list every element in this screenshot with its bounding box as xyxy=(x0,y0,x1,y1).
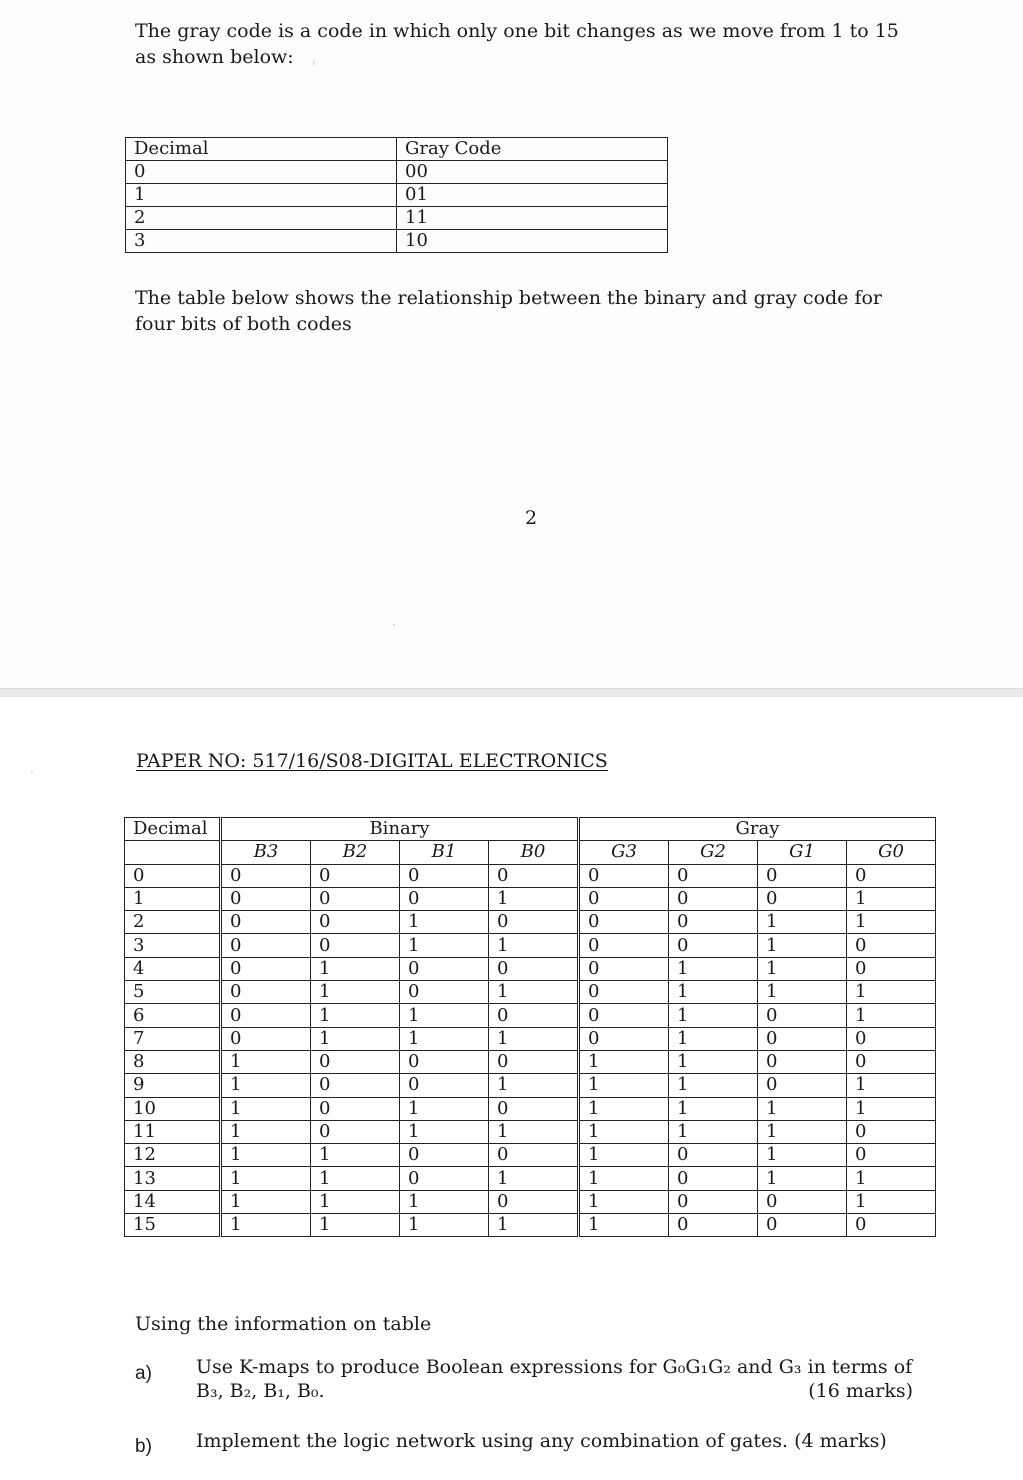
cell-binary-bit: 1 xyxy=(221,1144,311,1167)
cell-gray-bit: 0 xyxy=(847,934,936,957)
cell-binary-bit: 0 xyxy=(489,1004,579,1027)
cell-gray-bit: 1 xyxy=(579,1190,669,1213)
cell-binary-bit: 1 xyxy=(400,1004,489,1027)
cell-gray-bit: 0 xyxy=(847,864,936,887)
cell-gray-bit: 1 xyxy=(847,1097,936,1120)
table-row xyxy=(125,1190,936,1213)
header-gray: Gray xyxy=(579,818,936,841)
cell-gray-bit: 1 xyxy=(758,911,847,934)
cell-decimal: 7 xyxy=(125,1027,221,1050)
cell-binary-bit: 1 xyxy=(400,1190,489,1213)
table-row xyxy=(125,887,936,910)
cell-gray: 01 xyxy=(397,184,668,207)
cell-binary-bit: 1 xyxy=(489,887,579,910)
cell-binary-bit: 1 xyxy=(221,1050,311,1073)
cell-binary-bit: 0 xyxy=(400,957,489,980)
cell-binary-bit: 1 xyxy=(221,1120,311,1143)
cell-decimal: 8 xyxy=(125,1050,221,1073)
table-row xyxy=(125,1214,936,1237)
cell-gray-bit: 1 xyxy=(847,981,936,1004)
cell-gray-bit: 0 xyxy=(758,1004,847,1027)
cell-binary-bit: 0 xyxy=(489,1190,579,1213)
cell-binary-bit: 1 xyxy=(311,1214,400,1237)
header-b0: B0 xyxy=(489,841,579,864)
cell-binary-bit: 1 xyxy=(221,1214,311,1237)
intro-line-1: The gray code is a code in which only one bit changes as we move from 1 to 15 xyxy=(135,20,899,42)
cell-gray-bit: 0 xyxy=(579,1027,669,1050)
question-a-text-2: B₃, B₂, B₁, B₀. xyxy=(196,1380,325,1402)
cell-gray-bit: 1 xyxy=(758,957,847,980)
cell-gray-bit: 1 xyxy=(579,1097,669,1120)
table-row xyxy=(125,1050,936,1073)
cell-decimal: 14 xyxy=(125,1190,221,1213)
cell-binary-bit: 0 xyxy=(311,1050,400,1073)
cell-gray-bit: 0 xyxy=(758,887,847,910)
table-row xyxy=(125,1074,936,1097)
cell-binary-bit: 1 xyxy=(400,1097,489,1120)
cell-binary-bit: 0 xyxy=(400,1144,489,1167)
header-g3: G3 xyxy=(579,841,669,864)
cell-binary-bit: 1 xyxy=(489,1120,579,1143)
cell-gray-bit: 0 xyxy=(669,887,758,910)
table-row xyxy=(125,1097,936,1120)
table-row xyxy=(125,1120,936,1143)
cell-binary-bit: 0 xyxy=(221,981,311,1004)
header-g0: G0 xyxy=(847,841,936,864)
table-row xyxy=(126,161,668,184)
cell-decimal: 11 xyxy=(125,1120,221,1143)
cell-gray-bit: 1 xyxy=(847,911,936,934)
cell-gray-bit: 1 xyxy=(669,1120,758,1143)
cell-gray-bit: 0 xyxy=(758,1214,847,1237)
exam-page-top xyxy=(0,0,1023,688)
cell-gray-bit: 1 xyxy=(669,1004,758,1027)
cell-gray-bit: 0 xyxy=(758,1074,847,1097)
cell-gray-bit: 1 xyxy=(847,1190,936,1213)
cell-binary-bit: 0 xyxy=(311,864,400,887)
cell-decimal: 0 xyxy=(126,161,397,184)
cell-binary-bit: 1 xyxy=(400,1214,489,1237)
cell-gray-bit: 0 xyxy=(847,1120,936,1143)
cell-decimal: 10 xyxy=(125,1097,221,1120)
header-g2: G2 xyxy=(669,841,758,864)
cell-decimal: 6 xyxy=(125,1004,221,1027)
cell-gray-bit: 0 xyxy=(758,1027,847,1050)
cell-binary-bit: 0 xyxy=(311,887,400,910)
table-row xyxy=(125,981,936,1004)
cell-gray-bit: 1 xyxy=(669,1074,758,1097)
cell-binary-bit: 0 xyxy=(311,934,400,957)
cell-binary-bit: 1 xyxy=(489,934,579,957)
cell-gray-bit: 1 xyxy=(758,1167,847,1190)
cell-binary-bit: 1 xyxy=(311,957,400,980)
relationship-paragraph xyxy=(135,285,915,337)
cell-binary-bit: 0 xyxy=(311,1097,400,1120)
cell-gray-bit: 1 xyxy=(847,1074,936,1097)
cell-binary-bit: 0 xyxy=(400,981,489,1004)
cell-gray-bit: 0 xyxy=(758,864,847,887)
cell-gray-bit: 1 xyxy=(579,1120,669,1143)
cell-gray-bit: 0 xyxy=(847,1027,936,1050)
cell-binary-bit: 1 xyxy=(400,911,489,934)
header-binary: Binary xyxy=(221,818,579,841)
question-b-label: b) xyxy=(135,1436,152,1457)
cell-binary-bit: 1 xyxy=(400,1120,489,1143)
cell-binary-bit: 0 xyxy=(311,1074,400,1097)
cell-gray-bit: 0 xyxy=(758,1050,847,1073)
cell-gray-bit: 0 xyxy=(579,981,669,1004)
cell-gray-bit: 1 xyxy=(758,1120,847,1143)
question-a-text: Use K-maps to produce Boolean expressions for G₀G₁G₂ and G₃ in terms of xyxy=(196,1356,913,1378)
cell-gray-bit: 0 xyxy=(669,1167,758,1190)
cell-gray-bit: 0 xyxy=(847,957,936,980)
cell-binary-bit: 0 xyxy=(221,911,311,934)
table-row xyxy=(125,1144,936,1167)
bit-header-row xyxy=(125,841,936,864)
cell-gray-bit: 0 xyxy=(579,887,669,910)
cell-gray-bit: 0 xyxy=(579,1004,669,1027)
intro-paragraph xyxy=(135,18,935,70)
table-row xyxy=(125,911,936,934)
table-row xyxy=(125,1004,936,1027)
cell-binary-bit: 1 xyxy=(311,981,400,1004)
cell-gray-bit: 1 xyxy=(669,1050,758,1073)
table-row xyxy=(125,864,936,887)
cell-gray-bit: 1 xyxy=(758,1097,847,1120)
cell-decimal: 3 xyxy=(126,230,397,253)
cell-binary-bit: 0 xyxy=(489,911,579,934)
cell-binary-bit: 1 xyxy=(221,1074,311,1097)
cell-gray: 10 xyxy=(397,230,668,253)
header-b2: B2 xyxy=(311,841,400,864)
cell-binary-bit: 1 xyxy=(311,1144,400,1167)
cell-binary-bit: 1 xyxy=(221,1167,311,1190)
cell-binary-bit: 1 xyxy=(311,1027,400,1050)
cell-decimal: 1 xyxy=(126,184,397,207)
cell-binary-bit: 0 xyxy=(489,957,579,980)
paper-title: PAPER NO: 517/16/S08-DIGITAL ELECTRONICS xyxy=(136,750,608,772)
relationship-line-1: The table below shows the relationship between the binary and gray code for xyxy=(135,287,883,309)
cell-binary-bit: 0 xyxy=(221,957,311,980)
cell-binary-bit: 1 xyxy=(489,1214,579,1237)
cell-gray-bit: 0 xyxy=(669,1190,758,1213)
table-row xyxy=(125,957,936,980)
cell-binary-bit: 0 xyxy=(400,1074,489,1097)
cell-binary-bit: 0 xyxy=(489,864,579,887)
header-gray-code: Gray Code xyxy=(397,138,668,161)
group-header-row xyxy=(125,818,936,841)
cell-gray-bit: 0 xyxy=(579,911,669,934)
cell-gray-bit: 0 xyxy=(847,1050,936,1073)
cell-decimal: 2 xyxy=(126,207,397,230)
cell-binary-bit: 0 xyxy=(221,934,311,957)
intro-line-2: as shown below: xyxy=(135,46,294,68)
cell-gray-bit: 0 xyxy=(669,864,758,887)
cell-gray-bit: 1 xyxy=(847,1167,936,1190)
question-a-label: a) xyxy=(135,1363,152,1384)
cell-binary-bit: 1 xyxy=(400,934,489,957)
cell-binary-bit: 0 xyxy=(311,911,400,934)
cell-decimal: 4 xyxy=(125,957,221,980)
header-decimal: Decimal xyxy=(125,818,221,841)
question-b-text: Implement the logic network using any combination of gates. (4 marks) xyxy=(196,1430,887,1452)
cell-gray-bit: 1 xyxy=(579,1144,669,1167)
cell-binary-bit: 0 xyxy=(489,1097,579,1120)
cell-gray-bit: 0 xyxy=(669,1144,758,1167)
cell-binary-bit: 0 xyxy=(400,1050,489,1073)
cell-binary-bit: 0 xyxy=(221,1027,311,1050)
cell-gray-bit: 1 xyxy=(758,1144,847,1167)
cell-gray-bit: 1 xyxy=(758,981,847,1004)
table-row xyxy=(125,1027,936,1050)
cell-binary-bit: 0 xyxy=(221,1004,311,1027)
cell-gray: 11 xyxy=(397,207,668,230)
big-table-body xyxy=(125,818,936,1237)
cell-gray-bit: 0 xyxy=(579,934,669,957)
cell-gray-bit: 0 xyxy=(669,934,758,957)
cell-binary-bit: 1 xyxy=(311,1167,400,1190)
cell-decimal: 15 xyxy=(125,1214,221,1237)
cell-binary-bit: 1 xyxy=(489,1074,579,1097)
cell-binary-bit: 0 xyxy=(311,1120,400,1143)
cell-gray: 00 xyxy=(397,161,668,184)
cell-binary-bit: 0 xyxy=(489,1144,579,1167)
page-number: 2 xyxy=(525,507,538,529)
header-b3: B3 xyxy=(221,841,311,864)
cell-binary-bit: 1 xyxy=(311,1004,400,1027)
cell-binary-bit: 0 xyxy=(489,1050,579,1073)
cell-gray-bit: 1 xyxy=(669,1027,758,1050)
cell-decimal: 0 xyxy=(125,864,221,887)
using-text: Using the information on table xyxy=(135,1313,432,1335)
cell-gray-bit: 1 xyxy=(579,1074,669,1097)
table-row xyxy=(126,230,668,253)
cell-gray-bit: 1 xyxy=(669,981,758,1004)
cell-binary-bit: 1 xyxy=(489,981,579,1004)
cell-binary-bit: 0 xyxy=(400,864,489,887)
cell-decimal: 1 xyxy=(125,887,221,910)
cell-decimal: 2 xyxy=(125,911,221,934)
cell-decimal: 12 xyxy=(125,1144,221,1167)
table-row xyxy=(126,207,668,230)
question-a-marks: (16 marks) xyxy=(808,1380,913,1402)
cell-decimal: 5 xyxy=(125,981,221,1004)
table-row xyxy=(125,934,936,957)
cell-gray-bit: 0 xyxy=(847,1144,936,1167)
cell-gray-bit: 0 xyxy=(579,864,669,887)
cell-binary-bit: 1 xyxy=(489,1027,579,1050)
header-g1: G1 xyxy=(758,841,847,864)
cell-gray-bit: 1 xyxy=(579,1050,669,1073)
cell-gray-bit: 1 xyxy=(758,934,847,957)
cell-decimal: 9 xyxy=(125,1074,221,1097)
cell-binary-bit: 0 xyxy=(221,887,311,910)
cell-gray-bit: 0 xyxy=(669,911,758,934)
cell-binary-bit: 1 xyxy=(221,1097,311,1120)
cell-gray-bit: 0 xyxy=(758,1190,847,1213)
cell-gray-bit: 1 xyxy=(669,1097,758,1120)
table-row xyxy=(126,184,668,207)
cell-binary-bit: 1 xyxy=(311,1190,400,1213)
cell-gray-bit: 0 xyxy=(669,1214,758,1237)
cell-gray-bit: 1 xyxy=(579,1214,669,1237)
cell-decimal: 3 xyxy=(125,934,221,957)
header-b1: B1 xyxy=(400,841,489,864)
cell-binary-bit: 1 xyxy=(400,1027,489,1050)
cell-gray-bit: 1 xyxy=(847,1004,936,1027)
table-header-row xyxy=(126,138,668,161)
relationship-line-2: four bits of both codes xyxy=(135,313,352,335)
cell-gray-bit: 0 xyxy=(579,957,669,980)
cell-decimal: 13 xyxy=(125,1167,221,1190)
header-decimal-blank xyxy=(125,841,221,864)
cell-gray-bit: 1 xyxy=(579,1167,669,1190)
cell-gray-bit: 1 xyxy=(847,887,936,910)
header-decimal: Decimal xyxy=(126,138,397,161)
cell-binary-bit: 1 xyxy=(221,1190,311,1213)
table-row xyxy=(125,1167,936,1190)
two-bit-gray-code-table xyxy=(125,137,668,253)
cell-binary-bit: 0 xyxy=(400,887,489,910)
cell-binary-bit: 0 xyxy=(400,1167,489,1190)
cell-binary-bit: 0 xyxy=(221,864,311,887)
cell-gray-bit: 0 xyxy=(847,1214,936,1237)
cell-gray-bit: 1 xyxy=(669,957,758,980)
cell-binary-bit: 1 xyxy=(489,1167,579,1190)
binary-gray-code-table xyxy=(124,817,936,1237)
